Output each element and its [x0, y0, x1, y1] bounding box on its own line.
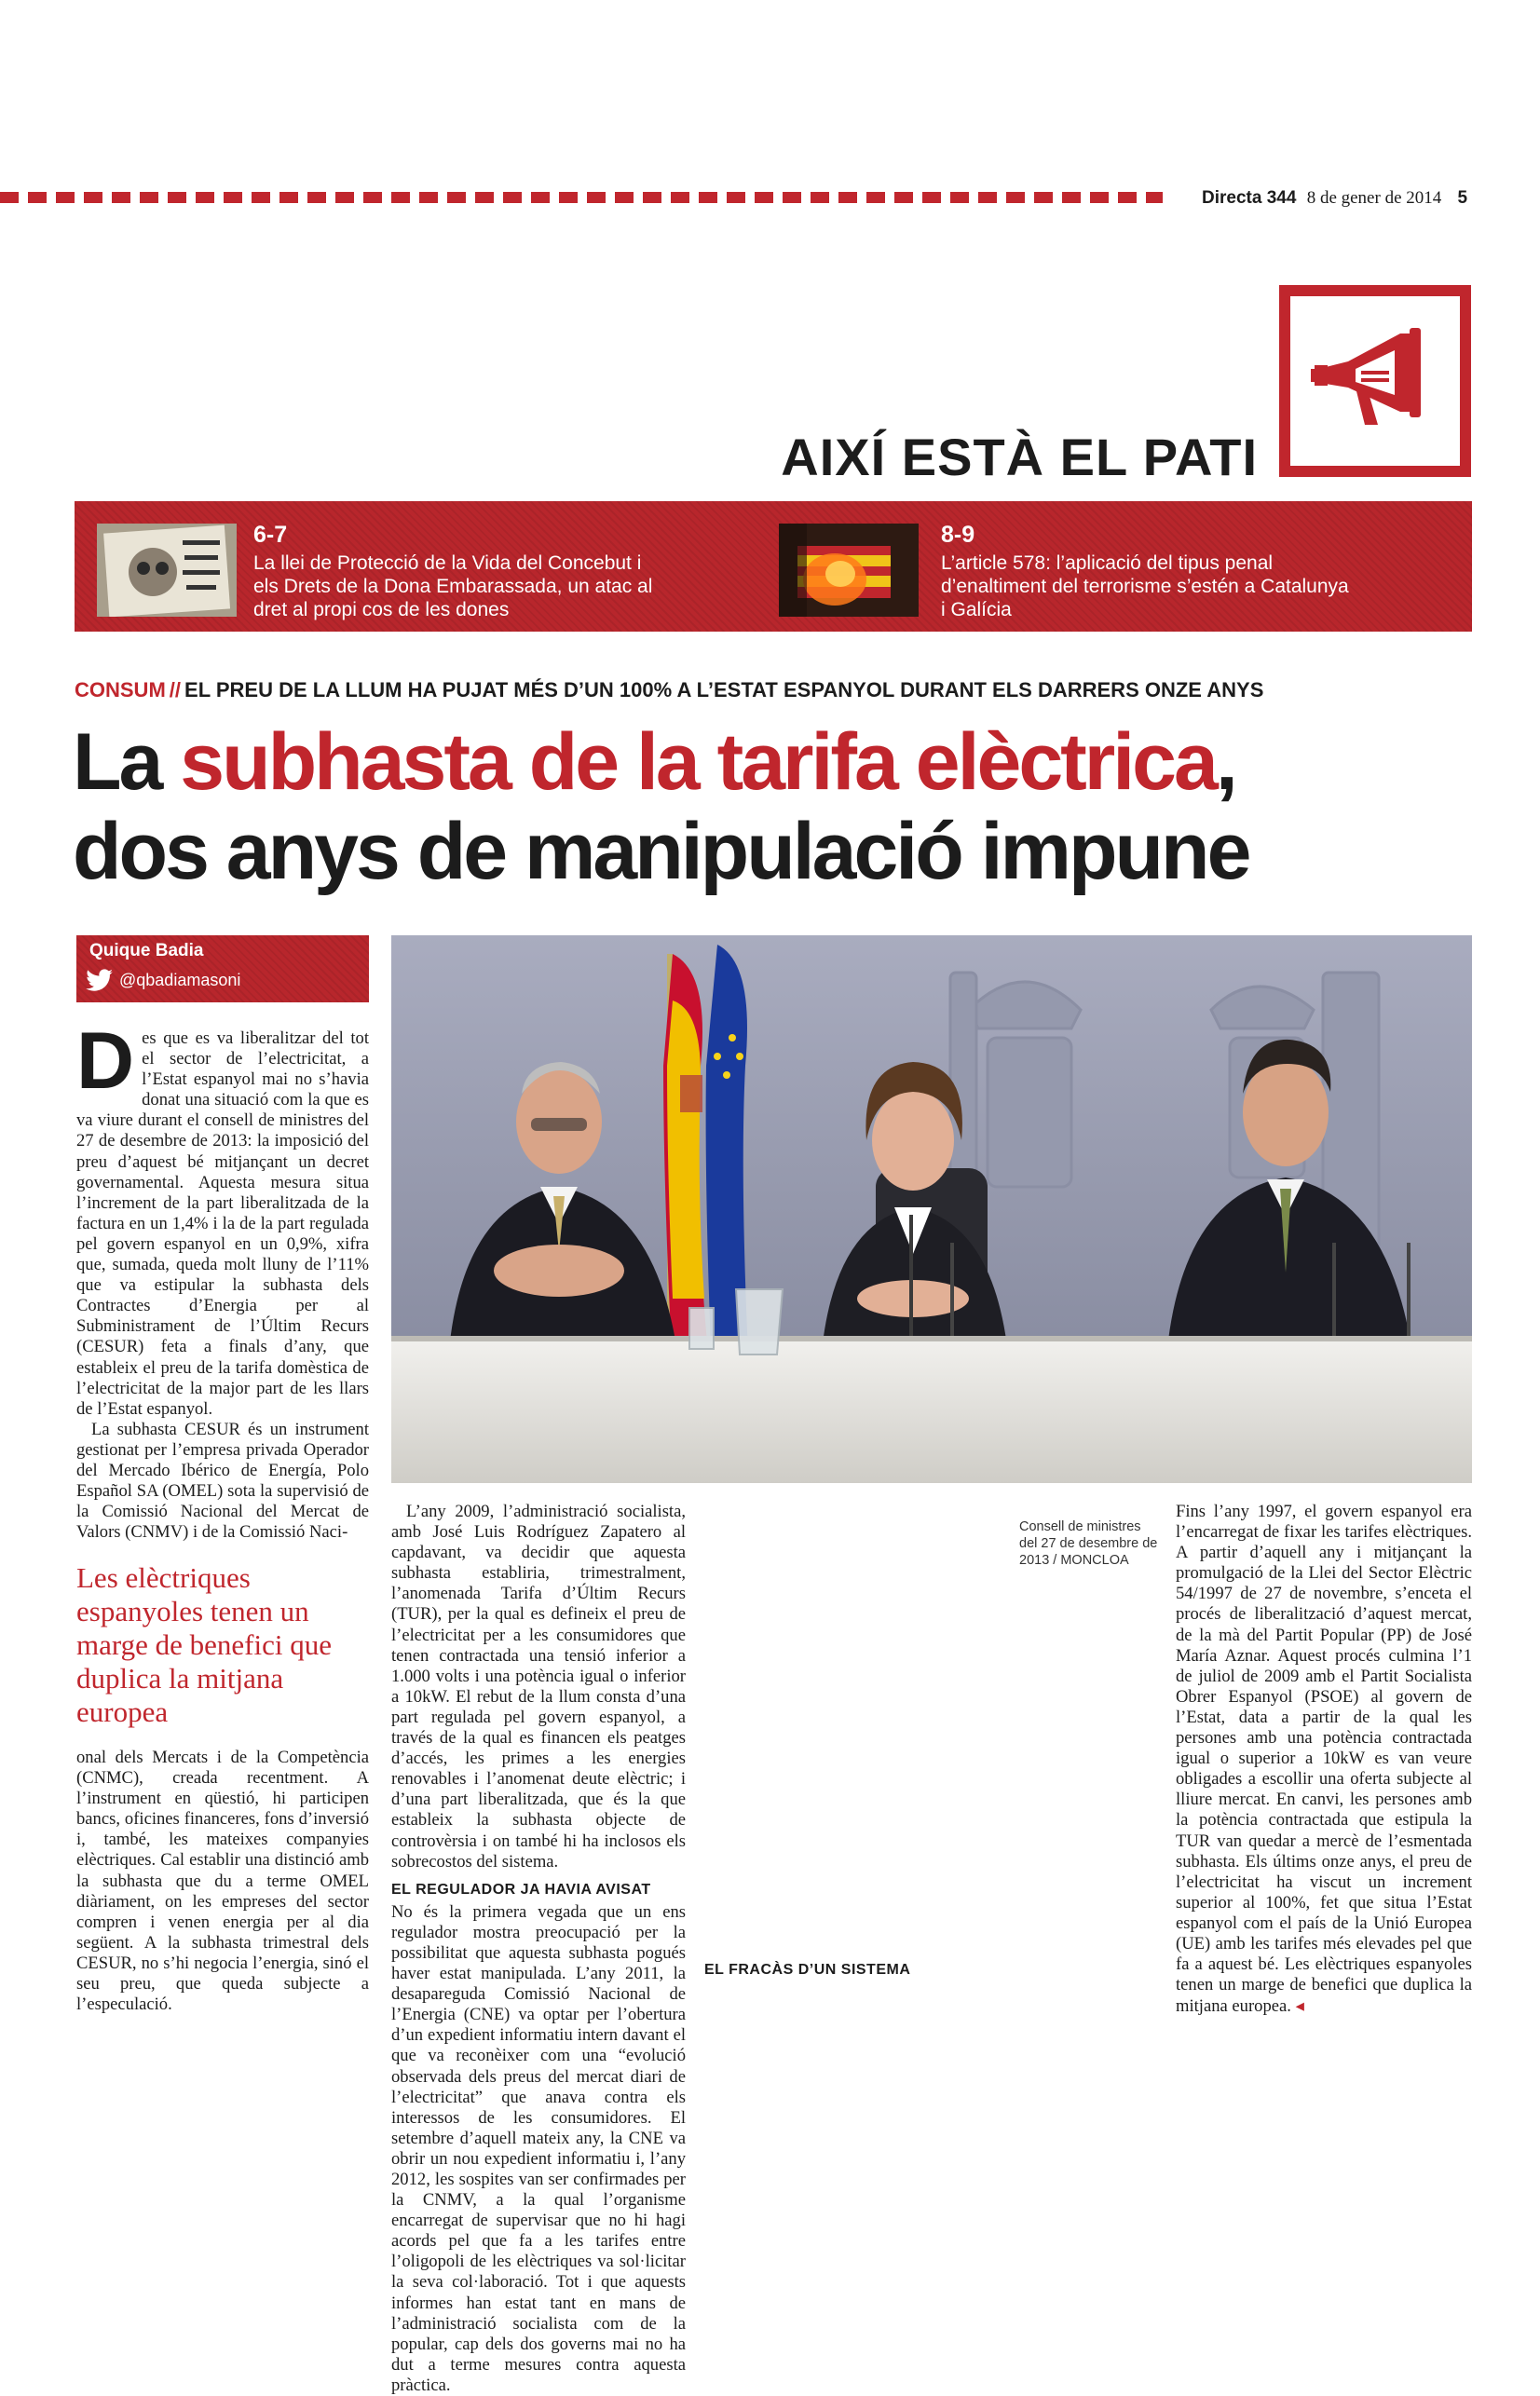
end-mark-icon: ◂ — [1295, 1995, 1304, 2016]
page-folio — [1202, 188, 1481, 209]
body-column-2 — [391, 1502, 686, 2396]
body-paragraph-2a: La subhasta CESUR és un instrument gestionat per l’empresa privada Operador del Mercado Ibérico de Energía, Polo Español SA (OMEL) sota la supervisió de la Comissió Nacional del Mercat de Valors (CNMV) i de la Comissió Naci- — [76, 1419, 369, 1543]
body-paragraph-1-text: es que es va liberalitzar del tot el sector de l’electricitat, a l’Estat espanyol mai no s’havia donat una situació com la que es va viure durant el consell de ministres del 27 de desembre de 2013: la imposició del preu d’aquest bé mitjançant un decret governamental. Aquesta mesura situa l’increment de la part liberalitzada de la factura en un 1,4% i la de la part regulada pel govern espanyol en un 0,9%, xifra que, sumada, queda molt lluny de l’11% que va estipular la subhasta dels Contractes d’Energia per al Subministrament de l’Últim Recurs (CESUR) feta a finals d’any, que estableix el preu de la tarifa domèstica de l’electricitat de la major part de les llars de l’Estat espanyol. — [76, 1028, 369, 1419]
body-paragraph-3: L’any 2009, l’administració socialista, amb José Luis Rodríguez Zapatero al capdavant, va decidir que aquesta subhasta establiria, trimestralment, l’anomenada Tarifa d’Últim Recurs (TUR), per la qual es defineix el preu de l’electricitat per a les consumidores que tenen contractada una tensió inferior a 1.000 volts i una potència igual o inferior a 10kW. El rebut de la llum consta d’una part regulada pel govern espanyol, a través de la qual es financen els peatges d’accés, les primes a les energies renovables i l’anomenat deute elèctric; i d’una part liberalitzada, que és la que estableix la subhasta objecte de controvèrsia i on també hi ha inclosos els sobrecostos del sistema. — [391, 1502, 686, 1872]
subhead-fracas: EL FRACÀS D’UN SISTEMA — [704, 1962, 911, 1978]
twitter-bird-icon — [86, 969, 114, 993]
burning-flag-image — [779, 524, 919, 617]
publication-name: Directa 344 — [1202, 188, 1297, 208]
teaser-thumbnail[interactable] — [97, 524, 237, 617]
subhead-regulador: EL REGULADOR JA HAVIA AVISAT — [391, 1881, 651, 1898]
kicker-text: EL PREU DE LA LLUM HA PUJAT MÉS D’UN 100% A L’ESTAT ESPANYOL DURANT ELS DARRERS ONZE ANYS — [184, 678, 1264, 701]
twitter-handle[interactable]: @qbadiamasoni — [119, 971, 241, 989]
pull-quote: Les elèctriques espanyoles tenen un marge de benefici que duplica la mitjana europea — [76, 1561, 332, 1728]
kicker — [75, 678, 1263, 702]
body-paragraph-5 — [1176, 1502, 1472, 2017]
megaphone-icon — [1290, 296, 1460, 466]
teaser-text[interactable]: La llei de Protecció de la Vida del Concebut i els Drets de la Dona Embarassada, un atac al dret al propi cos de les dones — [253, 552, 653, 620]
headline-part1: La — [73, 717, 181, 807]
author-name: Quique Badia — [89, 941, 204, 960]
body-column-1-top — [76, 1016, 369, 1543]
drop-cap: D — [76, 1016, 135, 1106]
body-column-4 — [1176, 1502, 1472, 2017]
body-paragraph-5-text: Fins l’any 1997, el govern espanyol era l’encarregat de fixar les tarifes elèctriques. A partir d’aquell any i mitjançant la promulgació de la Llei del Sector Elèctric 54/1997 de 27 de novembre, s’enceta el procés de liberalització d’aquest mercat, de la mà del Partit Popular (PP) de José María Aznar. Aquest procés culmina l’1 de juliol de 2009 amb el Partit Socialista Obrer Espanyol (PSOE) al govern de l’Estat, data a partir de la qual les persones amb una potència contractada igual o superior a 10kW es van veure obligades a escollir una oferta subjecte al lliure mercat. En canvi, les persones amb la potència contractada que estipula la TUR van quedar a mercè de l’esmentada subhasta. Els últims onze anys, el preu de l’electricitat ha viscut un increment superior al 100%, fet que situa l’Estat espanyol com el país de la Unió Europea (UE) amb les tarifes més elevades pel que fa a aquest bé. Les elèctriques espanyoles tenen un marge de benefici que duplica la mitjana europea. — [1176, 1502, 1472, 2017]
page-number: 5 — [1457, 188, 1468, 208]
headline — [73, 717, 1489, 896]
teaser-thumbnail[interactable] — [779, 524, 919, 617]
body-paragraph-1 — [76, 1016, 369, 1420]
dashed-rule — [0, 192, 1163, 203]
kicker-separator: // — [169, 678, 182, 701]
photo-illustration — [391, 935, 1472, 1483]
headline-part2: , — [1215, 717, 1235, 807]
teaser-pages: 6-7 — [253, 522, 288, 548]
press-conference-photo — [391, 935, 1472, 1483]
section-title: AIXÍ ESTÀ EL PATI — [781, 428, 1258, 486]
teaser-text[interactable]: L’article 578: l’aplicació del tipus penal d’enaltiment del terrorisme s’estén a Catalunya i Galícia — [941, 552, 1349, 620]
headline-line2: dos anys de manipulació impune — [73, 807, 1249, 896]
teaser-pages: 8-9 — [941, 522, 975, 548]
body-paragraph-4: No és la primera vegada que un ens regulador mostra preocupació per la possibilitat que aquesta subhasta pogués haver estat manipulada. L’any 2011, la desapareguda Comissió Nacional de l’Energia (CNE) va optar per l’obertura d’un expedient informatiu intern davant el que va reconèixer com una “evolució observada dels preus del mercat diari de l’electricitat” que anava contra els interessos de les consumidores. El setembre d’aquell mateix any, la CNE va obrir un nou expedient informatiu i, l’any 2012, les sospites van ser confirmades per la CNMV, a la qual l’organisme encarregat de supervisar que no hi hagi acords pel que fa a les tarifes entre l’oligopoli de les elèctriques va sol·licitar la seva col·laboració. Tot i que aquests informes han estat tant en mans de l’administració socialista com de la popular, cap dels dos governs mai no ha dut a terme mesures contra aquesta pràctica. — [391, 1901, 686, 2395]
issue-date: 8 de gener de 2014 — [1306, 188, 1442, 208]
headline-highlight: subhasta de la tarifa elèctrica — [180, 717, 1216, 807]
body-column-3 — [704, 1502, 1001, 1982]
body-paragraph-2b: onal dels Mercats i de la Competència (CNMC), creada recentment. A l’instrument en qüestió, hi participen bancs, oficines financeres, fons d’inversió i, també, les mateixes companyies elèctriques. Cal establir una distinció amb la subhasta que du a terme OMEL diàriament, on les empreses del sector compren i venen energia per al dia següent. A la subhasta trimestral dels CESUR, no s’hi negocia l’energia, sinó el seu preu, que queda subjecte a l’especulació. — [76, 1748, 369, 2015]
protest-sign-image — [97, 524, 237, 617]
photo-caption: Consell de ministres del 27 de desembre de 2013 / MONCLOA — [1019, 1519, 1158, 1568]
kicker-category: CONSUM — [75, 678, 166, 701]
section-icon-box — [1279, 285, 1471, 477]
body-column-1-bottom — [76, 1748, 369, 2015]
